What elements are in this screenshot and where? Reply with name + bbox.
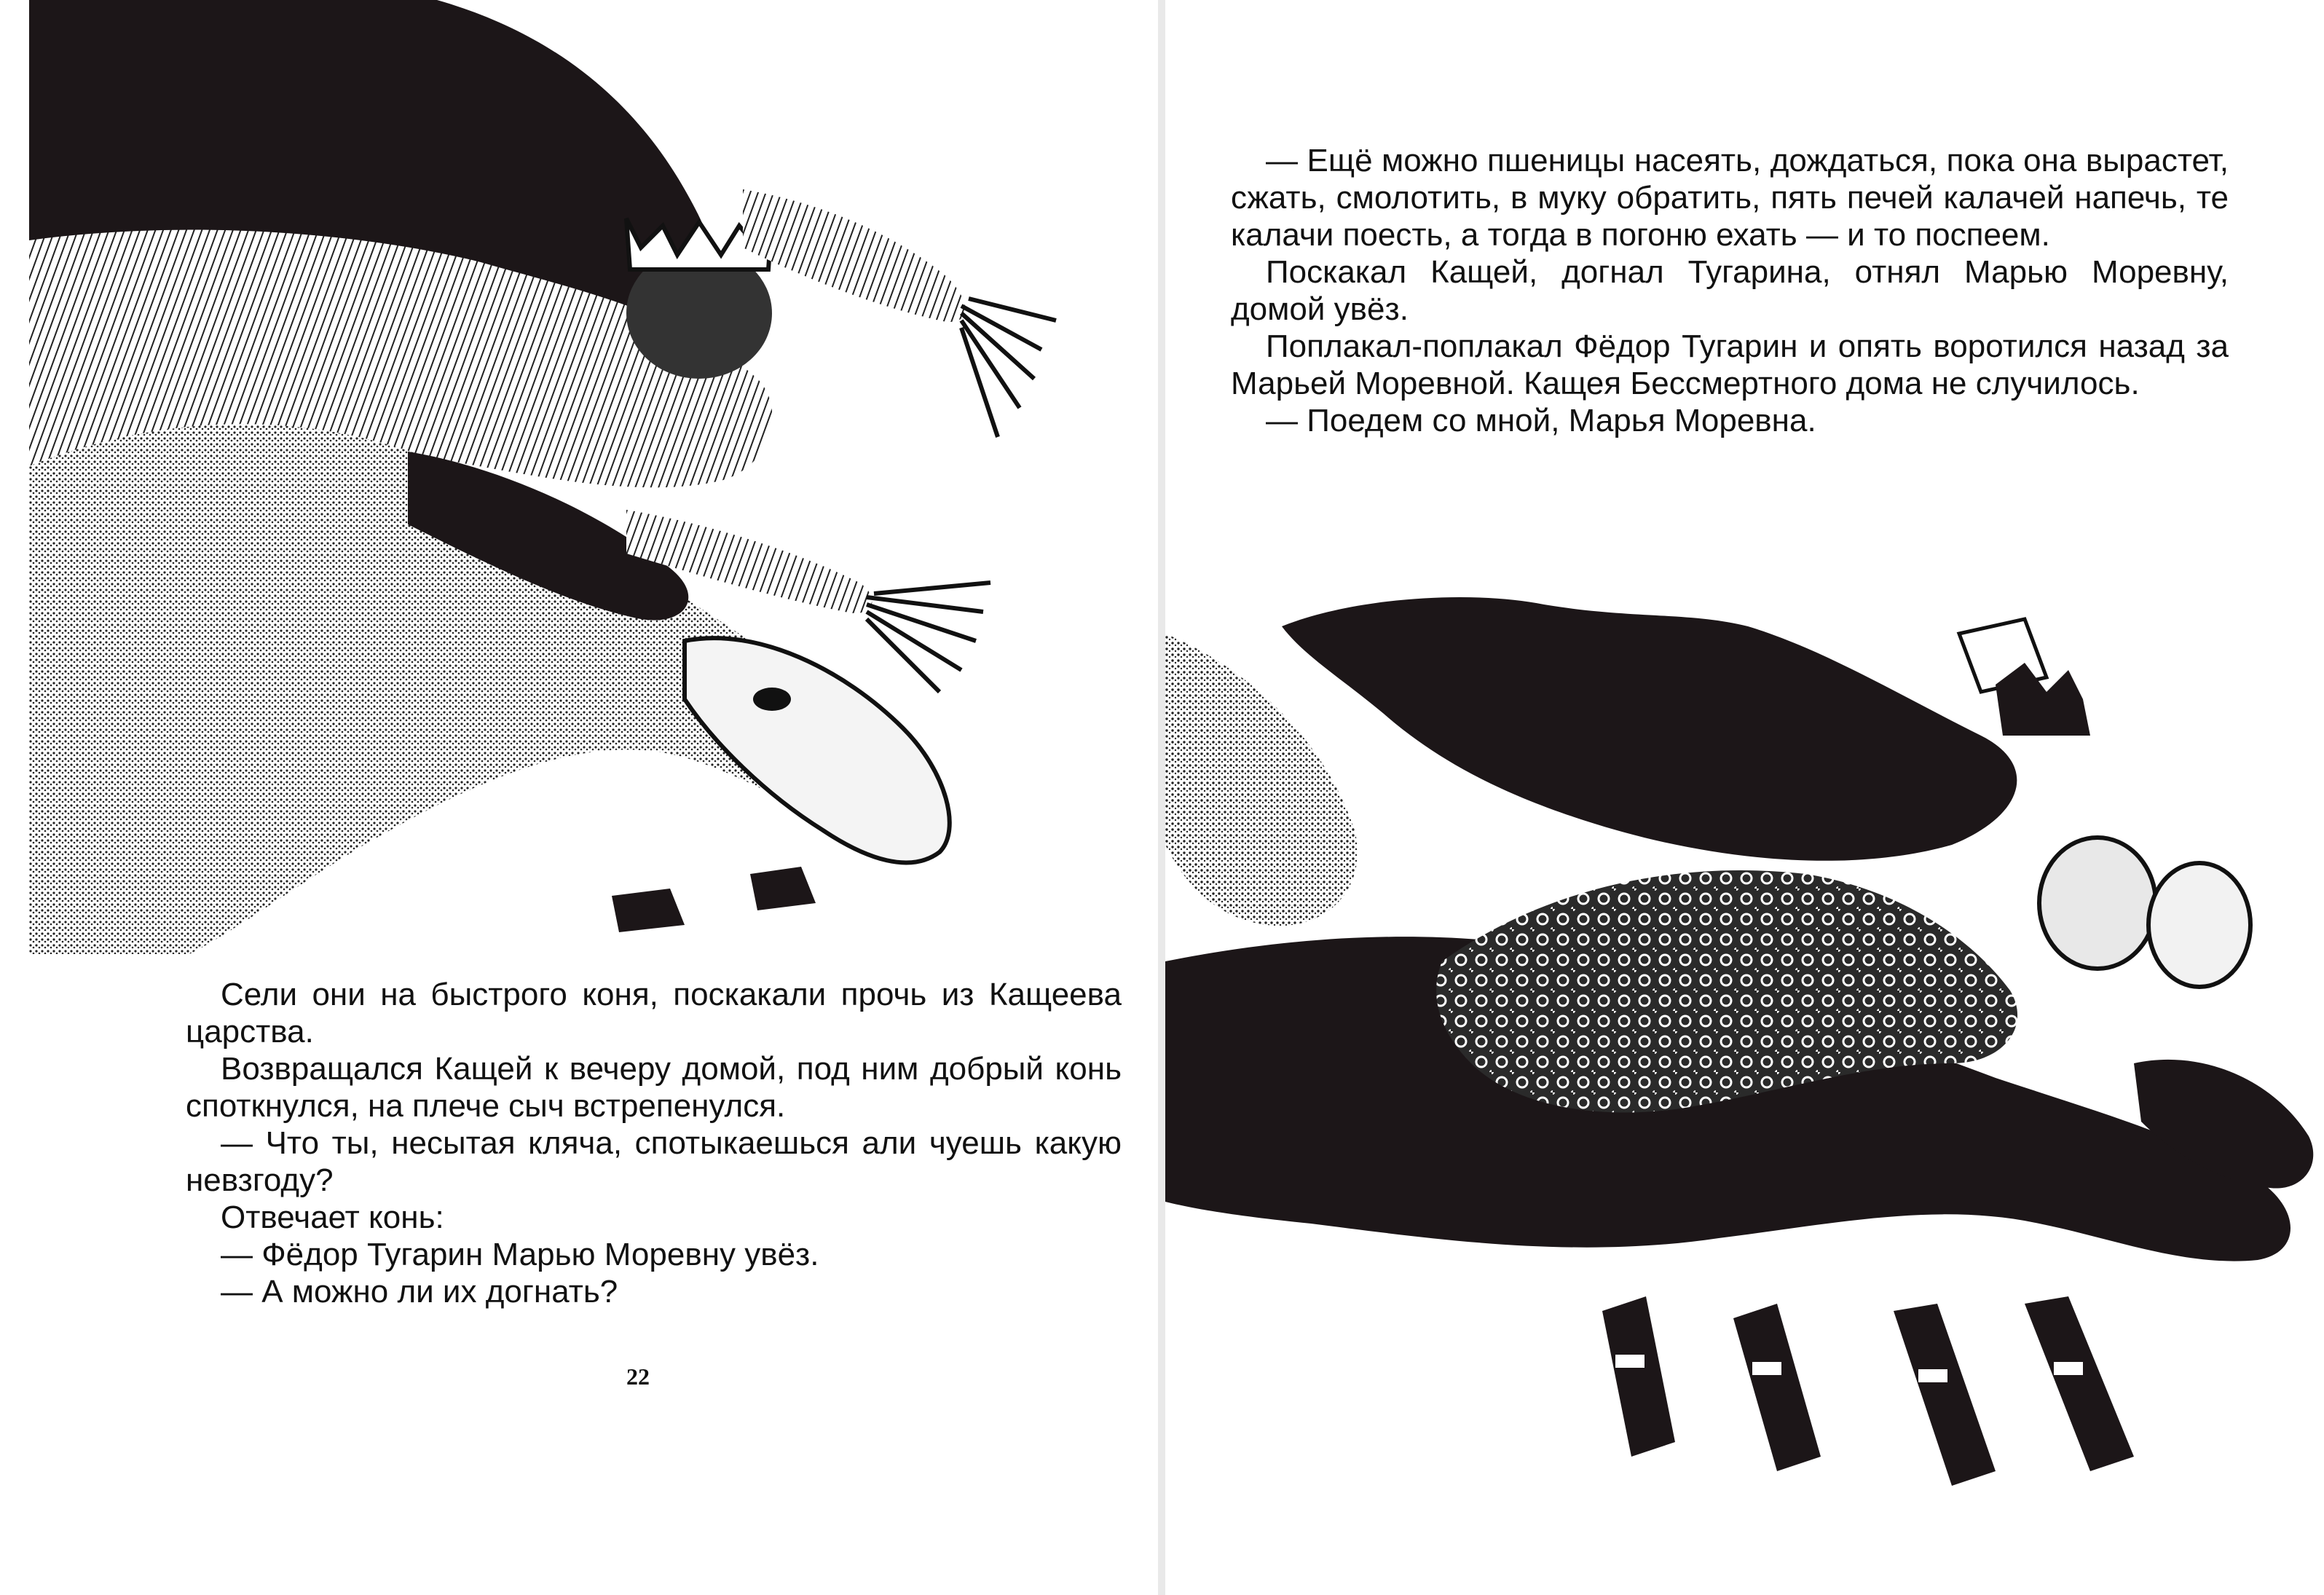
paragraph: Сели они на быстрого коня, поскакали прочь из Кащеева царства. [186,977,1122,1049]
right-page-text [1231,142,2229,439]
tugarin-and-marya-on-horse-illustration [1165,583,2324,1595]
paragraph: — Что ты, несытая кляча, спотыкаешься али чуешь какую невзгоду? [186,1125,1122,1198]
paragraph: Отвечает конь: [221,1200,444,1235]
left-page-text [186,976,1122,1310]
paragraph: — А можно ли их догнать? [221,1274,618,1310]
paragraph: — Поедем со мной, Марья Моревна. [1266,403,1816,438]
paragraph: Поплакал-поплакал Фёдор Тугарин и опять воротился назад за Марьей Моревной. Кащея Бессмертного дома не случилось. [1231,328,2229,401]
right-page [1165,0,2324,1595]
book-gutter [1158,0,1165,1595]
paragraph: Возвращался Кащей к вечеру домой, под ним добрый конь споткнулся, на плече сыч встрепенулся. [186,1051,1122,1124]
paragraph: Поскакал Кащей, догнал Тугарина, отнял Марью Моревну, домой увёз. [1231,254,2229,327]
left-page [0,0,1158,1595]
koschei-on-horse-illustration [29,0,1158,954]
page-number: 22 [626,1363,650,1390]
paragraph: — Ещё можно пшеницы насеять, дождаться, пока она вырастет, сжать, смолотить, в муку обратить, пять печей калачей напечь, те калачи поесть, а тогда в погоню ехать — и то поспеем. [1231,143,2229,253]
paragraph: — Фёдор Тугарин Марью Моревну увёз. [221,1237,819,1272]
